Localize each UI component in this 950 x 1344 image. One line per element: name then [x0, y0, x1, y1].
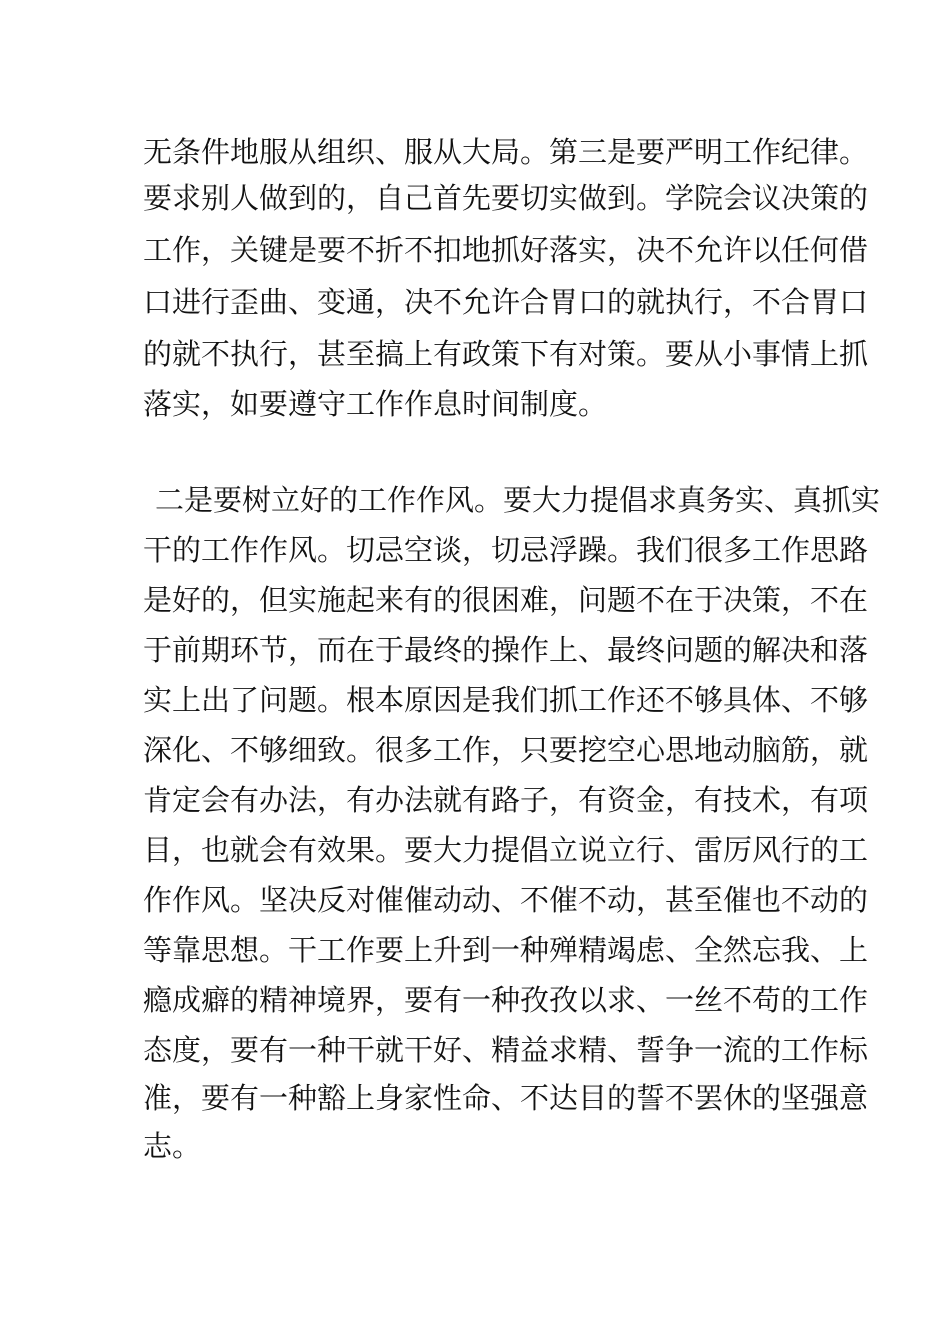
text-line: 实上出了问题。根本原因是我们抓工作还不够具体、不够: [143, 683, 869, 717]
text-line: 是好的，但实施起来有的很困难，问题不在于决策，不在: [143, 583, 869, 617]
text-line: 口进行歪曲、变通，决不允许合胃口的就执行，不合胃口: [143, 285, 869, 319]
text-line: 深化、不够细致。很多工作，只要挖空心思地动脑筋，就: [143, 733, 869, 767]
text-line: 于前期环节，而在于最终的操作上、最终问题的解决和落: [143, 633, 869, 667]
text-line: 志。: [143, 1129, 202, 1163]
text-line: 落实，如要遵守工作作息时间制度。: [143, 387, 608, 421]
text-line: 肯定会有办法，有办法就有路子，有资金，有技术，有项: [143, 783, 869, 817]
text-line: 要求别人做到的，自己首先要切实做到。学院会议决策的: [143, 181, 869, 215]
text-line: 准，要有一种豁上身家性命、不达目的誓不罢休的坚强意: [143, 1081, 869, 1115]
text-line: 工作，关键是要不折不扣地抓好落实，决不允许以任何借: [143, 233, 869, 267]
text-line: 的就不执行，甚至搞上有政策下有对策。要从小事情上抓: [143, 337, 869, 371]
text-line: 目，也就会有效果。要大力提倡立说立行、雷厉风行的工: [143, 833, 869, 867]
text-line: 态度，要有一种干就干好、精益求精、誓争一流的工作标: [143, 1033, 869, 1067]
text-line: 干的工作作风。切忌空谈，切忌浮躁。我们很多工作思路: [143, 533, 869, 567]
text-line: 无条件地服从组织、服从大局。第三是要严明工作纪律。: [143, 135, 869, 169]
text-line: 作作风。坚决反对催催动动、不催不动，甚至催也不动的: [143, 883, 869, 917]
text-line: 瘾成癖的精神境界，要有一种孜孜以求、一丝不苟的工作: [143, 983, 869, 1017]
text-line: 等靠思想。干工作要上升到一种殚精竭虑、全然忘我、上: [143, 933, 869, 967]
text-line: 二是要树立好的工作作风。要大力提倡求真务实、真抓实: [155, 483, 881, 517]
